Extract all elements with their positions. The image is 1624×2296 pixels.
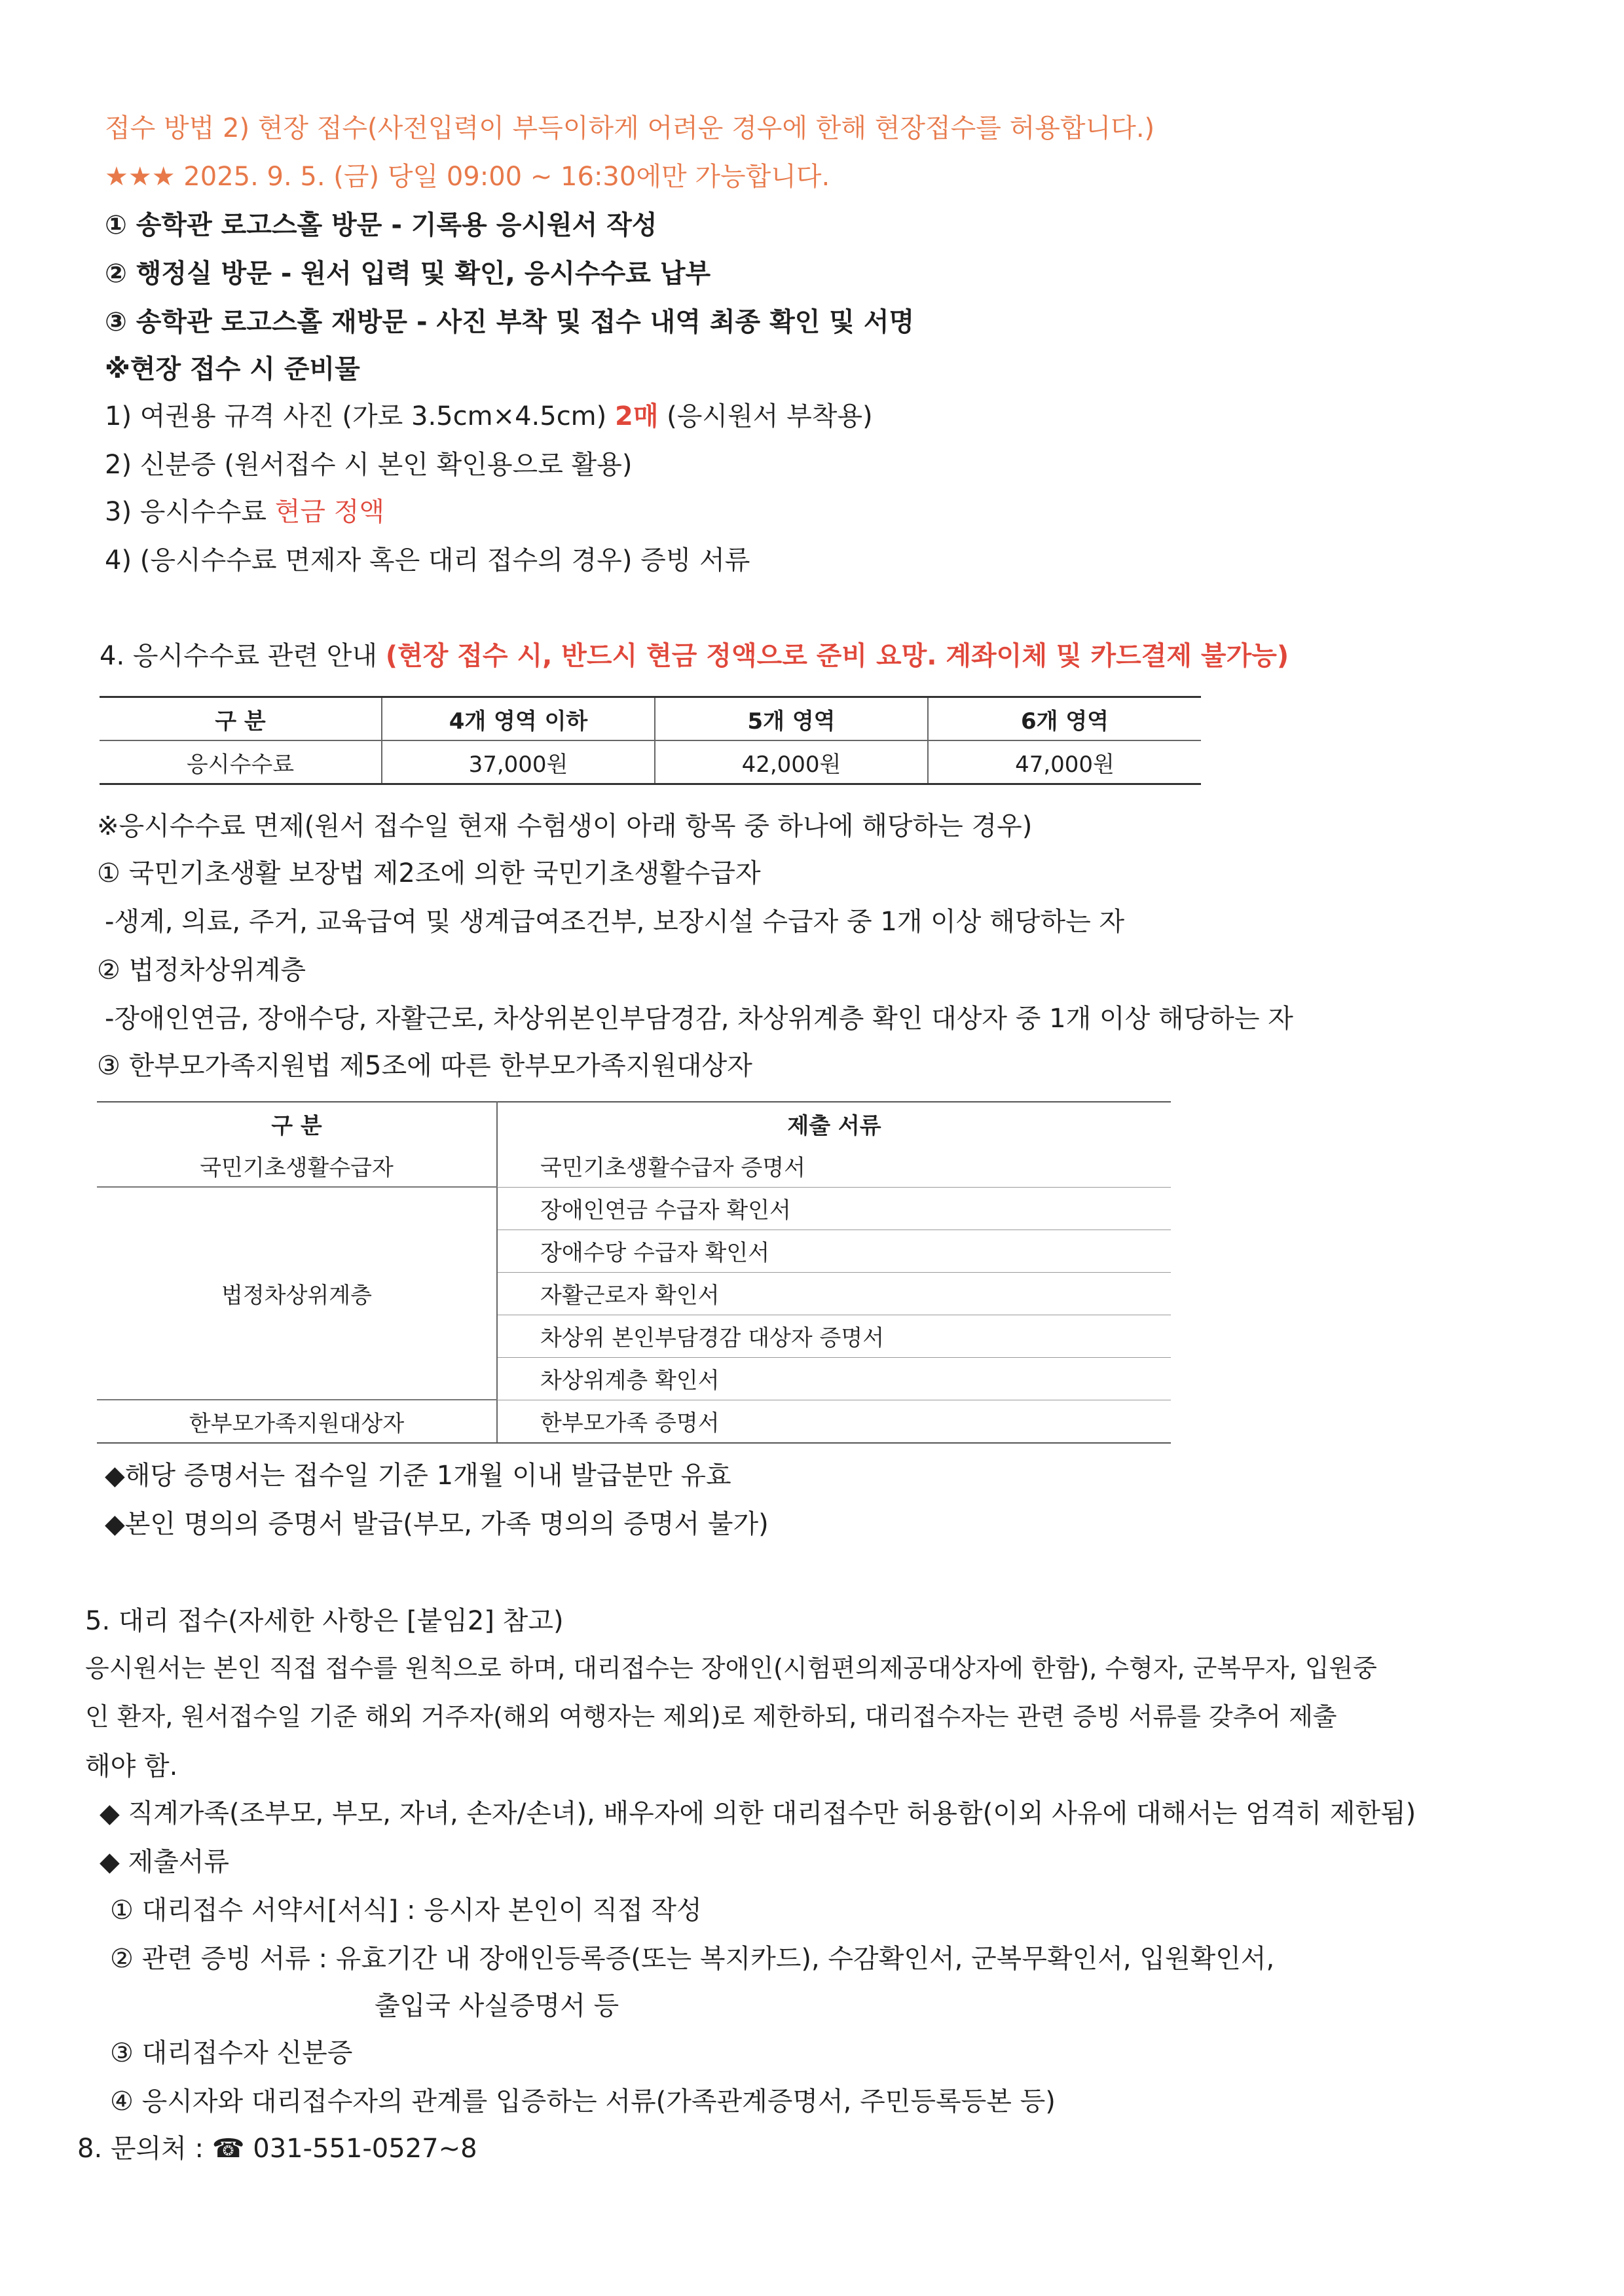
- docs-item: 국민기초생활수급자 증명서: [497, 1144, 1171, 1187]
- docs-table-header: [97, 1102, 1171, 1144]
- fee-4areas: 37,000원: [382, 740, 655, 784]
- onsite-step-2: ② 행정실 방문 - 원서 입력 및 확인, 응시수수료 납부: [105, 259, 711, 289]
- table-row: [97, 1144, 1171, 1187]
- proxy-doc-item-2-continued: 출입국 사실증명서 등: [375, 1991, 619, 2021]
- proxy-doc-item-1: ① 대리접수 서약서[서식] : 응시자 본인이 직접 작성: [110, 1895, 702, 1925]
- docs-category-near-poverty: 법정차상위계층: [97, 1187, 497, 1400]
- onsite-title: 접수 방법 2) 현장 접수(사전입력이 부득이하게 어려운 경우에 한해 현장접수를 허용합니다.): [105, 113, 1155, 143]
- docs-item: 자활근로자 확인서: [497, 1272, 1171, 1315]
- fee-table-header: [100, 697, 1201, 741]
- proxy-doc-item-3: ③ 대리접수자 신분증: [110, 2038, 353, 2068]
- fee-header-5areas: 5개 영역: [655, 697, 928, 741]
- docs-item: 한부모가족 증명서: [497, 1400, 1171, 1443]
- exempt-item-1: ① 국민기초생활 보장법 제2조에 의한 국민기초생활수급자: [97, 858, 761, 888]
- onsite-step-3: ③ 송학관 로고스홀 재방문 - 사진 부착 및 접수 내역 최종 확인 및 서명: [105, 307, 915, 337]
- proxy-bullet-documents: ◆ 제출서류: [100, 1847, 230, 1877]
- docs-header-category: 구 분: [97, 1102, 497, 1144]
- contact-line: 8. 문의처 : ☎ 031-551-0527~8: [77, 2134, 477, 2164]
- docs-note-1: ◆해당 증명서는 접수일 기준 1개월 이내 발급분만 유효: [105, 1461, 731, 1491]
- fee-table: [100, 696, 1201, 785]
- exempt-title: ※응시수수료 면제(원서 접수일 현재 수험생이 아래 항목 중 하나에 해당하는 경우): [97, 811, 1033, 841]
- proxy-paragraph-line-3: 해야 함.: [85, 1751, 178, 1781]
- prep-item-2: 2) 신분증 (원서접수 시 본인 확인용으로 활용): [105, 450, 633, 480]
- onsite-step-1: ① 송학관 로고스홀 방문 - 기록용 응시원서 작성: [105, 210, 657, 240]
- docs-header-documents: 제출 서류: [497, 1102, 1171, 1144]
- table-row: [97, 1400, 1171, 1443]
- table-row: [97, 1187, 1171, 1230]
- docs-item: 장애인연금 수급자 확인서: [497, 1187, 1171, 1230]
- exempt-item-3: ③ 한부모가족지원법 제5조에 따른 한부모가족지원대상자: [97, 1051, 752, 1081]
- fee-header-4areas: 4개 영역 이하: [382, 697, 655, 741]
- docs-category-single-parent: 한부모가족지원대상자: [97, 1400, 497, 1443]
- prep-item-1: 1) 여권용 규격 사진 (가로 3.5cm×4.5cm) 2매 (응시원서 부착용): [105, 401, 873, 431]
- proxy-title: 5. 대리 접수(자세한 사항은 [붙임2] 참고): [85, 1606, 564, 1636]
- prep-item-3: 3) 응시수수료 현금 정액: [105, 497, 384, 527]
- fee-table-row: [100, 740, 1201, 784]
- docs-item: 장애수당 수급자 확인서: [497, 1230, 1171, 1272]
- docs-item: 차상위 본인부담경감 대상자 증명서: [497, 1315, 1171, 1357]
- exempt-docs-table: [97, 1101, 1171, 1444]
- onsite-date: ★★★ 2025. 9. 5. (금) 당일 09:00 ~ 16:30에만 가능합니다.: [105, 162, 830, 192]
- exempt-item-1-detail: -생계, 의료, 주거, 교육급여 및 생계급여조건부, 보장시설 수급자 중 1개 이상 해당하는 자: [105, 907, 1125, 937]
- docs-category-basic-living: 국민기초생활수급자: [97, 1144, 497, 1187]
- prep-cash-note: 현금 정액: [274, 497, 384, 527]
- fee-header-6areas: 6개 영역: [928, 697, 1201, 741]
- docs-note-2: ◆본인 명의의 증명서 발급(부모, 가족 명의의 증명서 불가): [105, 1509, 769, 1539]
- proxy-doc-item-2: ② 관련 증빙 서류 : 유효기간 내 장애인등록증(또는 복지카드), 수감확인서, 군복무확인서, 입원확인서,: [110, 1944, 1275, 1974]
- exempt-item-2-detail: -장애인연금, 장애수당, 자활근로, 차상위본인부담경감, 차상위계층 확인 대상자 중 1개 이상 해당하는 자: [105, 1004, 1293, 1034]
- proxy-paragraph-line-2: 인 환자, 원서접수일 기준 해외 거주자(해외 여행자는 제외)로 제한하되, 대리접수자는 관련 증빙 서류를 갖추어 제출: [85, 1702, 1337, 1731]
- prep-title: ※현장 접수 시 준비물: [105, 354, 360, 384]
- proxy-doc-item-4: ④ 응시자와 대리접수자의 관계를 입증하는 서류(가족관계증명서, 주민등록등본 등): [110, 2086, 1056, 2117]
- fee-section-note: (현장 접수 시, 반드시 현금 정액으로 준비 요망. 계좌이체 및 카드결제 불가능): [385, 641, 1289, 671]
- exempt-item-2: ② 법정차상위계층: [97, 955, 306, 985]
- fee-header-category: 구 분: [100, 697, 382, 741]
- proxy-bullet-family: ◆ 직계가족(조부모, 부모, 자녀, 손자/손녀), 배우자에 의한 대리접수만 허용함(이외 사유에 대해서는 엄격히 제한됨): [100, 1798, 1416, 1829]
- fee-row-label: 응시수수료: [100, 740, 382, 784]
- prep-item-4: 4) (응시수수료 면제자 혹은 대리 접수의 경우) 증빙 서류: [105, 545, 750, 575]
- prep-photo-count: 2매: [614, 401, 659, 431]
- fee-6areas: 47,000원: [928, 740, 1201, 784]
- fee-section-title: 4. 응시수수료 관련 안내 (현장 접수 시, 반드시 현금 정액으로 준비 요망. 계좌이체 및 카드결제 불가능): [100, 641, 1289, 671]
- docs-item: 차상위계층 확인서: [497, 1357, 1171, 1400]
- proxy-paragraph-line-1: 응시원서는 본인 직접 접수를 원칙으로 하며, 대리접수는 장애인(시험편의제공대상자에 한함), 수형자, 군복무자, 입원중: [85, 1654, 1377, 1683]
- fee-5areas: 42,000원: [655, 740, 928, 784]
